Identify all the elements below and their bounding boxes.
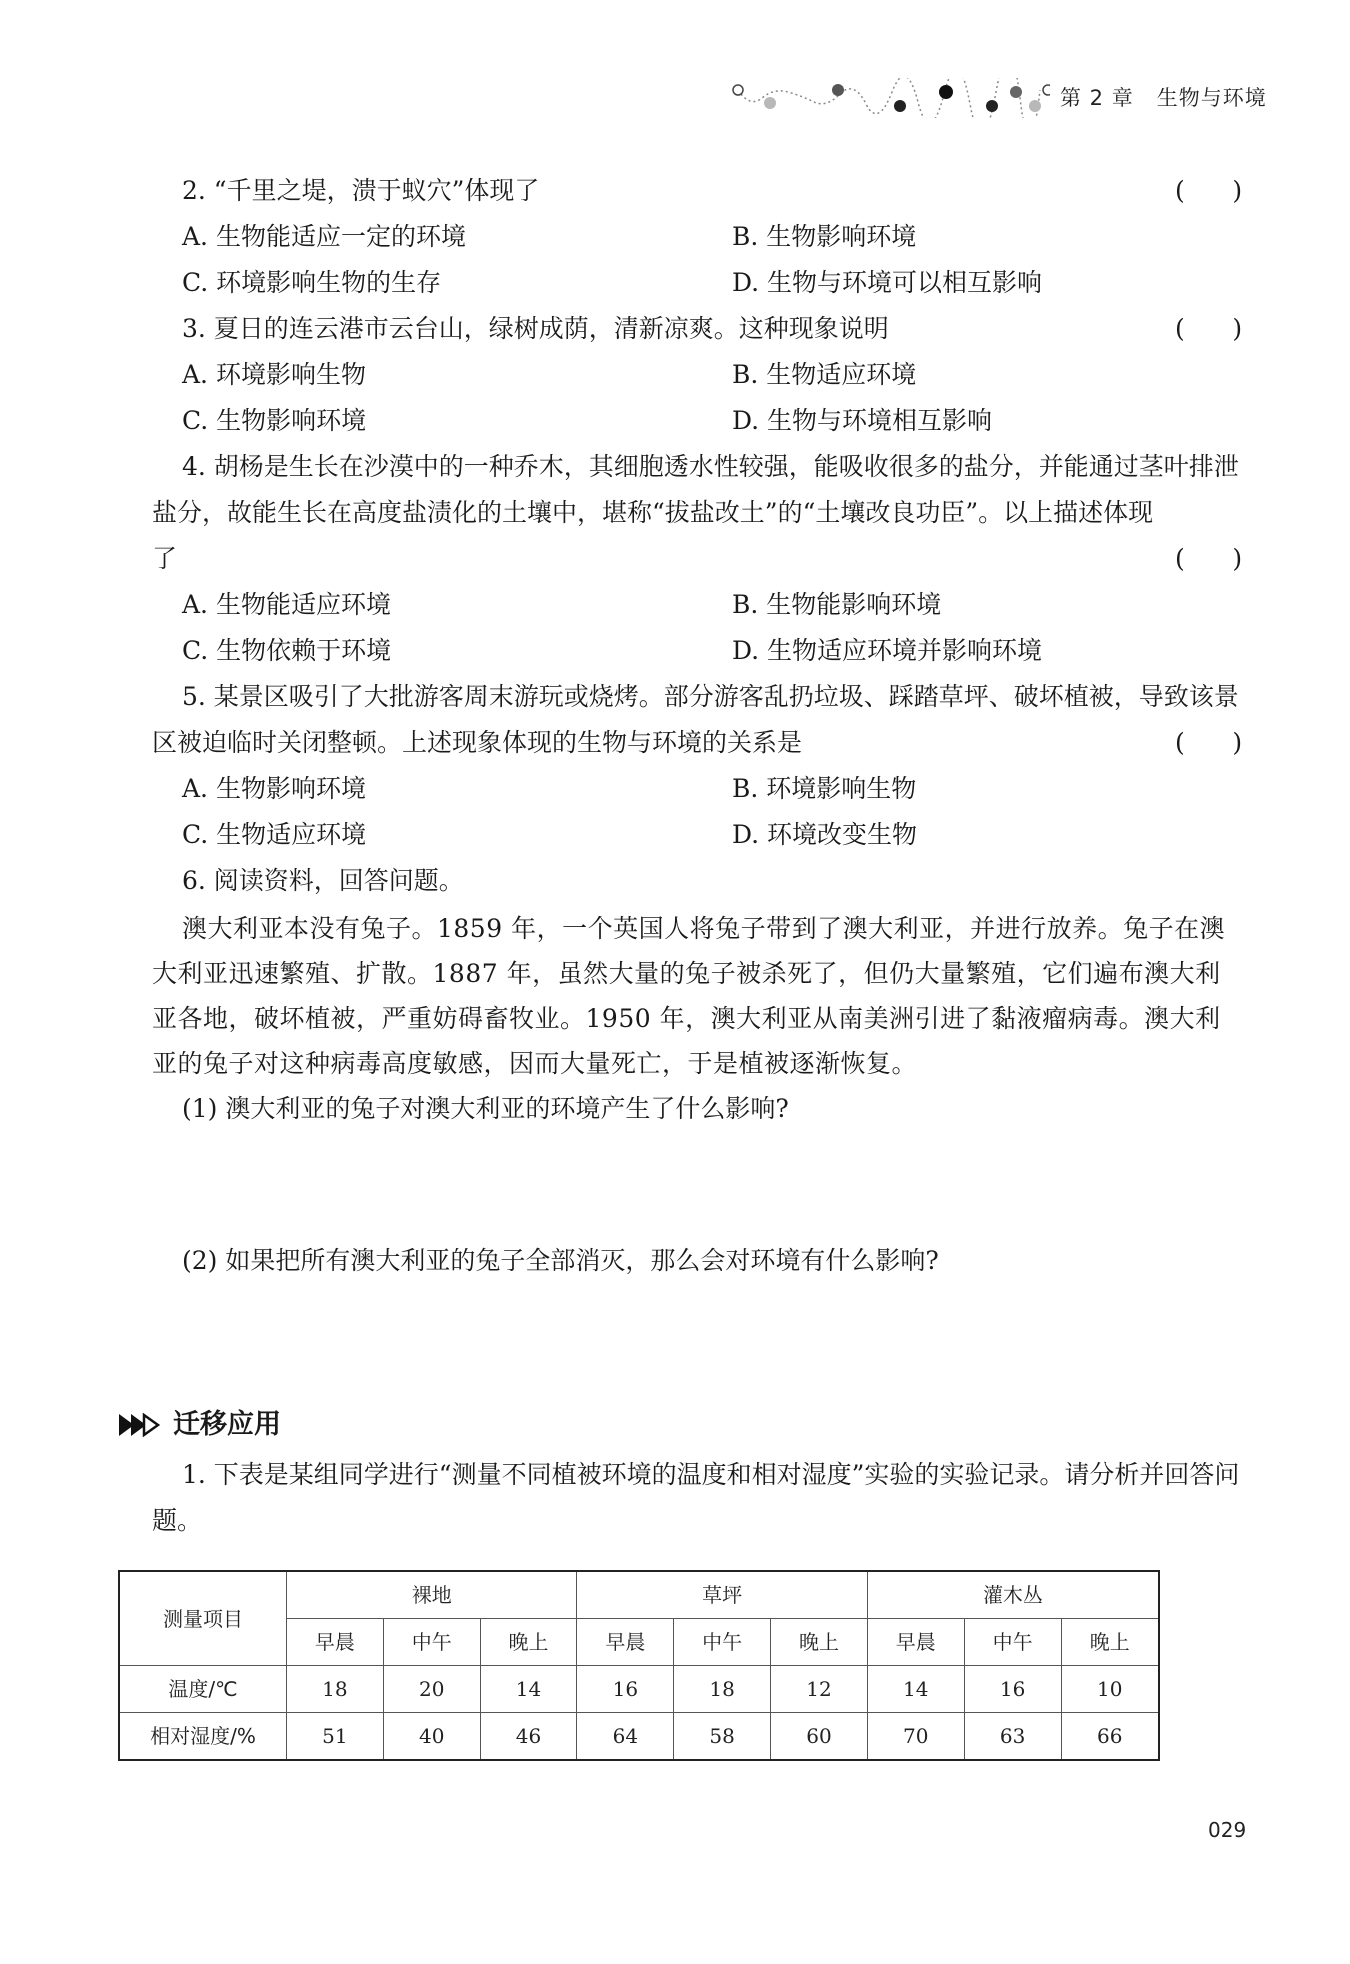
page-number: 029	[1208, 1818, 1247, 1842]
page-header	[730, 78, 1267, 118]
table-cell: 12	[771, 1666, 868, 1713]
option-d: D. 环境改变生物	[732, 820, 918, 849]
measurement-table	[118, 1570, 1160, 1761]
question-5-options-row-2	[152, 812, 1245, 858]
table-cell: 14	[867, 1666, 964, 1713]
answer-bracket: ( )	[1175, 544, 1243, 573]
question-3-stem: 3. 夏日的连云港市云台山，绿树成荫，清新凉爽。这种现象说明 ( )	[152, 306, 1245, 352]
time-header: 中午	[674, 1619, 771, 1666]
group-header-bare-land: 裸地	[287, 1571, 577, 1619]
answer-bracket: ( )	[1175, 176, 1243, 205]
table-cell: 60	[771, 1713, 868, 1761]
answer-bracket: ( )	[1175, 314, 1243, 343]
question-4-options-row-2	[152, 628, 1245, 674]
table-cell: 10	[1061, 1666, 1159, 1713]
question-2-options-row-1	[152, 214, 1245, 260]
table-cell: 18	[674, 1666, 771, 1713]
option-d: D. 生物与环境相互影响	[732, 406, 993, 435]
question-3-options-row-1	[152, 352, 1245, 398]
question-4-options-row-1	[152, 582, 1245, 628]
table-cell: 14	[480, 1666, 577, 1713]
option-a: A. 生物影响环境	[182, 774, 366, 803]
option-b: B. 生物适应环境	[732, 360, 917, 389]
question-2-stem: 2. “千里之堤，溃于蚁穴”体现了 ( )	[152, 168, 1245, 214]
chapter-title	[1060, 82, 1267, 112]
table-cell: 66	[1061, 1713, 1159, 1761]
row-label: 相对湿度/%	[119, 1713, 287, 1761]
option-c: C. 生物依赖于环境	[182, 636, 392, 665]
table-cell: 18	[287, 1666, 384, 1713]
table-cell: 58	[674, 1713, 771, 1761]
question-5-options-row-1	[152, 766, 1245, 812]
table-row-humidity	[119, 1713, 1159, 1761]
question-2-options-row-2	[152, 260, 1245, 306]
chapter-name: 生物与环境	[1156, 86, 1267, 110]
table-cell: 20	[383, 1666, 480, 1713]
time-header: 晚上	[1061, 1619, 1159, 1666]
time-header: 中午	[383, 1619, 480, 1666]
question-6-sub-2: (2) 如果把所有澳大利亚的兔子全部消灭，那么会对环境有什么影响?	[182, 1246, 939, 1275]
option-d: D. 生物与环境可以相互影响	[732, 268, 1043, 297]
table-cell: 40	[383, 1713, 480, 1761]
option-b: B. 环境影响生物	[732, 774, 917, 803]
option-c: C. 环境影响生物的生存	[182, 268, 442, 297]
time-header: 晚上	[771, 1619, 868, 1666]
section-title: 迁移应用	[173, 1409, 281, 1440]
answer-bracket: ( )	[1175, 728, 1243, 757]
decorative-dots-icon	[730, 78, 1050, 118]
question-3-options-row-2	[152, 398, 1245, 444]
option-c: C. 生物影响环境	[182, 406, 367, 435]
option-a: A. 环境影响生物	[182, 360, 366, 389]
row-label: 温度/℃	[119, 1666, 287, 1713]
time-header: 早晨	[287, 1619, 384, 1666]
table-cell: 16	[577, 1666, 674, 1713]
time-header: 中午	[964, 1619, 1061, 1666]
option-b: B. 生物影响环境	[732, 222, 917, 251]
question-6-stem: 6. 阅读资料，回答问题。	[182, 866, 464, 895]
table-cell: 51	[287, 1713, 384, 1761]
option-d: D. 生物适应环境并影响环境	[732, 636, 1043, 665]
group-header-shrubs: 灌木丛	[867, 1571, 1159, 1619]
time-header: 晚上	[480, 1619, 577, 1666]
table-cell: 70	[867, 1713, 964, 1761]
table-cell: 64	[577, 1713, 674, 1761]
section-heading	[117, 1402, 1245, 1448]
option-a: A. 生物能适应一定的环境	[182, 222, 466, 251]
answer-space-1	[152, 1132, 1245, 1238]
time-header: 早晨	[577, 1619, 674, 1666]
question-6-sub-1: (1) 澳大利亚的兔子对澳大利亚的环境产生了什么影响?	[182, 1094, 789, 1123]
chapter-number: 第 2 章	[1060, 86, 1134, 110]
page-content	[152, 168, 1245, 1761]
reading-passage: 澳大利亚本没有兔子。1859 年，一个英国人将兔子带到了澳大利亚，并进行放养。兔子在澳大利亚迅速繁殖、扩散。1887 年，虽然大量的兔子被杀死了，但仍大量繁殖，它们遍布澳大利亚各地，破坏植被，严重妨碍畜牧业。1950 年，澳大利亚从南美洲引进了黏液瘤病毒。澳大利亚的兔子对这种病毒高度敏感，因而大量死亡，于是植被逐渐恢复。	[152, 914, 1226, 1078]
time-header: 早晨	[867, 1619, 964, 1666]
table-row-temperature	[119, 1666, 1159, 1713]
table-cell: 63	[964, 1713, 1061, 1761]
question-4-stem: 4. 胡杨是生长在沙漠中的一种乔木，其细胞透水性较强，能吸收很多的盐分，并能通过茎叶排泄盐分，故能生长在高度盐渍化的土壤中，堪称“拔盐改土”的“土壤改良功臣”。以上描述体现了 ( )	[152, 444, 1245, 582]
group-header-lawn: 草坪	[577, 1571, 867, 1619]
answer-space-2	[152, 1284, 1245, 1402]
table-cell: 16	[964, 1666, 1061, 1713]
transfer-question-1: 1. 下表是某组同学进行“测量不同植被环境的温度和相对湿度”实验的实验记录。请分析并回答问题。	[152, 1460, 1240, 1535]
option-b: B. 生物能影响环境	[732, 590, 942, 619]
double-arrow-icon	[117, 1412, 163, 1438]
table-cell: 46	[480, 1713, 577, 1761]
question-5-stem: 5. 某景区吸引了大批游客周末游玩或烧烤。部分游客乱扔垃圾、踩踏草坪、破坏植被，导致该景区被迫临时关闭整顿。上述现象体现的生物与环境的关系是 ( )	[152, 674, 1245, 766]
table-header-row	[119, 1571, 1159, 1619]
option-a: A. 生物能适应环境	[182, 590, 391, 619]
table-item-header: 测量项目	[119, 1571, 287, 1666]
option-c: C. 生物适应环境	[182, 820, 367, 849]
